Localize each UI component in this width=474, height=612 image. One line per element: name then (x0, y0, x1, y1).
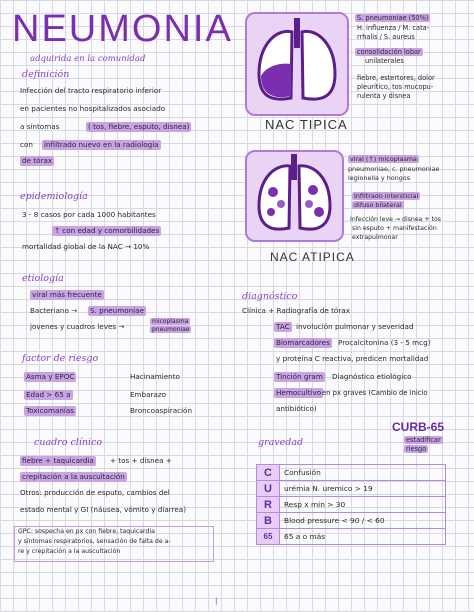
etiologia-highlight: viral más frecuente (32, 290, 102, 299)
etiologia-highlight: pneumoniae (152, 326, 190, 333)
etiologia-line: jovenes y cuadros leves → (30, 322, 125, 331)
nac-atipica-label: NAC ATIPICA (270, 250, 355, 264)
diagnostico-heading: diagnóstico (242, 291, 298, 302)
definicion-line: a síntomas (20, 122, 60, 131)
curb-row (257, 529, 446, 545)
diagnostico-line: y proteína C reactiva, predicen mortalidad (276, 354, 429, 363)
curb-letter: R (257, 497, 280, 513)
definicion-highlight: de tórax (22, 156, 53, 165)
curb-title: CURB-65 (392, 420, 445, 434)
nac-atipica-line: legionella y hongos (348, 174, 411, 182)
clinico-highlight: fiebre + taquicardia (22, 456, 94, 465)
nac-atipica-line: pneumoniae, c. pneumoniae (348, 165, 440, 173)
diagnostico-highlight: Hemocultivo (276, 388, 322, 397)
nac-atipica-line: viral (↑) micoplasma (350, 155, 417, 163)
gpc-note-line: GPC: sospecha en px con fiebre, taquicardia (18, 528, 155, 535)
curb-letter: U (257, 481, 280, 497)
nac-atipica-line: difuso bilateral (354, 201, 402, 209)
nac-tipica-line: rrhalis / S. aureus (357, 33, 415, 41)
clinico-line: Otros: producción de esputo, cambios del (20, 488, 170, 497)
diagnostico-line: Clínica + Radiografía de tórax (242, 306, 350, 315)
curb-subtitle: estadificar (406, 436, 441, 444)
gpc-note-box (14, 526, 214, 562)
riesgo-heading: factor de riesgo (22, 353, 99, 364)
nac-tipica-line: S. pneumoniae (50%) (357, 14, 429, 22)
nac-tipica-line: H. influenza / M. cata- (357, 24, 430, 32)
clinico-line: + tos + disnea + (110, 456, 172, 465)
clinico-line: estado mental y GI (náusea, vómito y diarrea) (20, 505, 186, 514)
etiologia-heading: etiología (22, 273, 64, 284)
nac-tipica-line: unilaterales (365, 57, 404, 65)
gravedad-heading: gravedad (258, 437, 304, 448)
nac-atipica-line: Infiltrado intersticial (354, 192, 419, 200)
gpc-note-line: re y crepitación a la auscultación (18, 548, 121, 555)
definicion-highlight: ( tos, fiebre, esputo, disnea) (88, 122, 190, 131)
diagnostico-highlight: TAC (276, 322, 290, 331)
nac-tipica-label: NAC TIPICA (265, 117, 348, 132)
diagnostico-line: en px graves (Cambio de inicio (322, 389, 428, 397)
curb-table (256, 464, 446, 545)
diagnostico-highlight: Biomarcadores (276, 338, 330, 347)
nac-atipica-line: Infección leve → disnea + tos (350, 216, 441, 223)
nac-atipica-line: extrapulmonar (352, 234, 398, 241)
curb-letter: C (257, 465, 280, 481)
diagnostico-line: antibiótico) (276, 404, 317, 413)
lung-icon (247, 152, 342, 240)
nac-tipica-line: rulenta y disnea (357, 92, 411, 100)
epidemiologia-heading: epidemiología (20, 191, 88, 202)
curb-criterion: Blood pressure < 90 / < 60 (280, 513, 446, 529)
diagnostico-line: Diagnóstico etiológico (332, 372, 412, 381)
definicion-line: con (20, 140, 33, 149)
curb-letter: 65 (257, 529, 280, 545)
curb-subtitle: riesgo (406, 445, 427, 453)
riesgo-right-item: Embarazo (130, 390, 167, 399)
gpc-note-line: y síntomas respiratorios, sensación de falta de a- (18, 538, 171, 545)
curb-letter: B (257, 513, 280, 529)
riesgo-left-item: Asma y EPOC (26, 372, 75, 381)
riesgo-right-item: Broncoaspiración (130, 406, 192, 415)
definicion-highlight: infiltrado nuevo en la radiología (44, 140, 159, 149)
curb-criterion: Confusión (280, 465, 446, 481)
lung-icon (247, 14, 347, 114)
epidemiologia-line: mortalidad global de la NAC → 10% (22, 242, 150, 251)
riesgo-left-item: Toxicomanías (26, 406, 75, 415)
nac-tipica-line: pleurítico, tos mucopu- (357, 83, 434, 91)
curb-row (257, 497, 446, 513)
diagnostico-line: Procalcitonina (3 - 5 mcg) (338, 338, 431, 347)
curb-row (257, 481, 446, 497)
clinico-heading: cuadro clínico (34, 437, 103, 448)
epidemiologia-highlight: ↑ con edad y comorbilidades (54, 226, 160, 235)
nac-atipica-lung-image (245, 150, 344, 242)
etiologia-highlight: S. pneumoniae (90, 306, 145, 315)
definicion-line: en pacientes no hospitalizados asociado (20, 104, 166, 113)
curb-criterion: 65 a o más (280, 529, 446, 545)
page-subtitle: adquirida en la comunidad (30, 54, 146, 64)
curb-criterion: Resp x min > 30 (280, 497, 446, 513)
etiologia-highlight: micoplasma (152, 318, 189, 325)
diagnostico-highlight: Tinción gram (276, 372, 323, 381)
nac-tipica-lung-image (245, 12, 349, 116)
curb-row (257, 465, 446, 481)
nac-atipica-line: sin esputo + manifestación (352, 225, 437, 232)
clinico-highlight: crepitación a la auscultación (22, 472, 125, 481)
nac-tipica-line: fiebre, estertores, dolor (357, 74, 435, 82)
page-mark: | (215, 596, 218, 605)
curb-row (257, 513, 446, 529)
riesgo-left-item: Edad > 65 a (26, 390, 71, 399)
definicion-heading: definición (22, 69, 70, 80)
definicion-line: Infección del tracto respiratorio inferior (20, 86, 162, 95)
riesgo-right-item: Hacinamiento (130, 372, 180, 381)
etiologia-line: Bacteriano → (30, 306, 78, 315)
epidemiologia-line: 3 - 8 casos por cada 1000 habitantes (22, 210, 156, 219)
nac-tipica-line: consolidación lobar (357, 48, 421, 56)
curb-criterion: urémia N. uremico > 19 (280, 481, 446, 497)
diagnostico-line: involución pulmonar y severidad (296, 322, 414, 331)
page-title: NEUMONIA (12, 8, 233, 50)
